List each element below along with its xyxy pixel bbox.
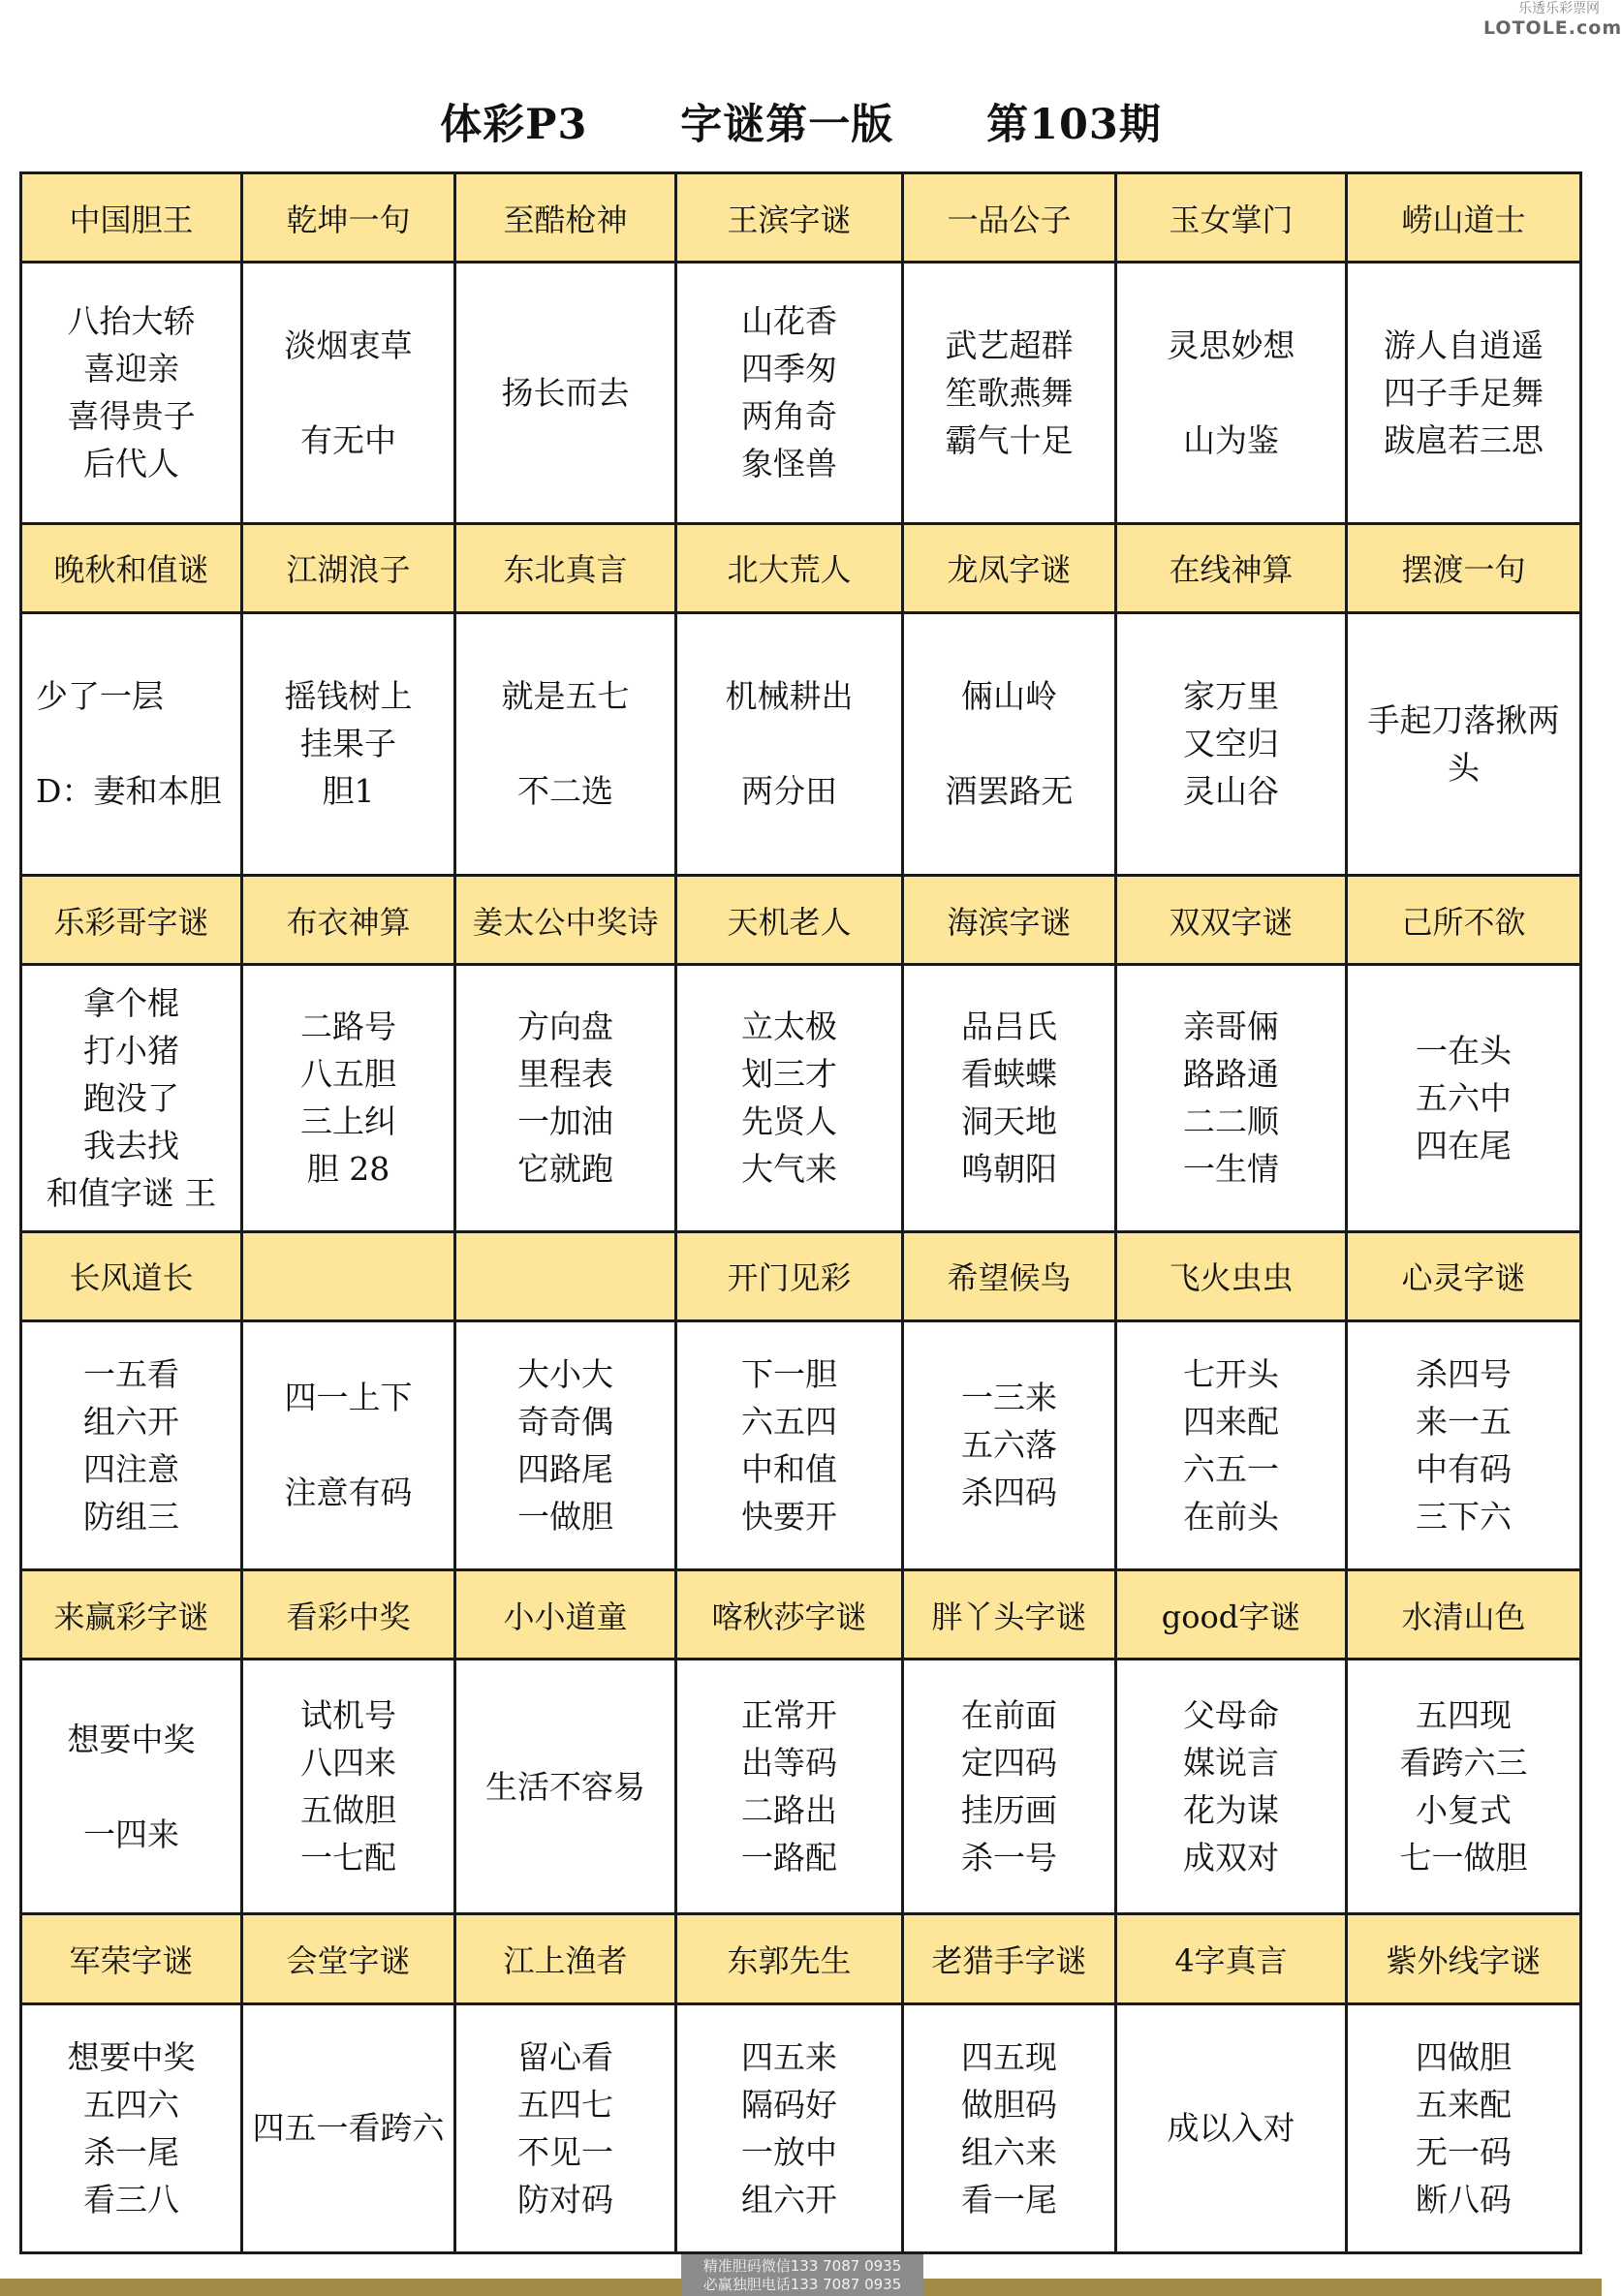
riddle-text: 四五一看跨六: [242, 2003, 455, 2252]
riddle-text: 拿个棍 打小猪 跑没了 我去找 和值字谜 王: [21, 965, 242, 1231]
riddle-text: 品吕氏 看蛱蝶 洞天地 鸣朝阳: [903, 965, 1116, 1231]
riddle-text: 游人自逍遥 四子手足舞 跋扈若三思: [1347, 263, 1581, 523]
author-name: 龙凤字谜: [903, 523, 1116, 612]
author-name: 4字真言: [1116, 1914, 1347, 2003]
author-name: 天机老人: [676, 876, 903, 965]
author-name: 在线神算: [1116, 523, 1347, 612]
author-name: 晚秋和值谜: [21, 523, 242, 612]
riddle-text: 亲哥倆 路路通 二二顺 一生情: [1116, 965, 1347, 1231]
riddle-text: 父母命 媒说言 花为谋 成双对: [1116, 1660, 1347, 1914]
riddle-text: 二路号 八五胆 三上纠 胆 28: [242, 965, 455, 1231]
riddle-text: 一五看 组六开 四注意 防组三: [21, 1320, 242, 1569]
riddle-row: [21, 2003, 1581, 2252]
riddle-text: 武艺超群 笙歌燕舞 霸气十足: [903, 263, 1116, 523]
riddle-text: 成以入对: [1116, 2003, 1347, 2252]
riddle-text: 山花香 四季匆 两角奇 象怪兽: [676, 263, 903, 523]
site-watermark: [1483, 0, 1622, 43]
riddle-row: [21, 263, 1581, 523]
riddle-row: [21, 965, 1581, 1231]
riddle-text: 就是五七 不二选: [455, 612, 676, 875]
author-name: 心灵字谜: [1347, 1231, 1581, 1320]
footer-line-1: 精准胆码微信133 7087 0935: [702, 2257, 902, 2275]
riddle-text: 扬长而去: [455, 263, 676, 523]
author-name: [242, 1231, 455, 1320]
riddle-table: [19, 171, 1582, 2254]
riddle-text: 机械耕出 两分田: [676, 612, 903, 875]
riddle-text: 在前面 定四码 挂历画 杀一号: [903, 1660, 1116, 1914]
header-row: [21, 876, 1581, 965]
riddle-text: 七开头 四来配 六五一 在前头: [1116, 1320, 1347, 1569]
author-name: 来赢彩字谜: [21, 1569, 242, 1659]
riddle-row: [21, 1320, 1581, 1569]
author-name: 己所不欲: [1347, 876, 1581, 965]
author-name: 江湖浪子: [242, 523, 455, 612]
author-name: 东郭先生: [676, 1914, 903, 2003]
riddle-text: 少了一层 D：妻和本胆: [21, 612, 242, 875]
author-name: 海滨字谜: [903, 876, 1116, 965]
author-name: 姜太公中奖诗: [455, 876, 676, 965]
riddle-text: 一三来 五六落 杀四码: [903, 1320, 1116, 1569]
author-name: 摆渡一句: [1347, 523, 1581, 612]
riddle-text: 四做胆 五来配 无一码 断八码: [1347, 2003, 1581, 2252]
author-name: 北大荒人: [676, 523, 903, 612]
author-name: 双双字谜: [1116, 876, 1347, 965]
author-name: 崂山道士: [1347, 173, 1581, 263]
riddle-text: 正常开 出等码 二路出 一路配: [676, 1660, 903, 1914]
author-name: 中国胆王: [21, 173, 242, 263]
author-name: 小小道童: [455, 1569, 676, 1659]
riddle-text: 留心看 五四七 不见一 防对码: [455, 2003, 676, 2252]
riddle-text: 四一上下 注意有码: [242, 1320, 455, 1569]
author-name: 老猎手字谜: [903, 1914, 1116, 2003]
footer-contact: [681, 2254, 923, 2296]
author-name: 王滨字谜: [676, 173, 903, 263]
header-row: [21, 173, 1581, 263]
author-name: 会堂字谜: [242, 1914, 455, 2003]
header-row: [21, 1231, 1581, 1320]
author-name: 紫外线字谜: [1347, 1914, 1581, 2003]
author-name: 开门见彩: [676, 1231, 903, 1320]
author-name: 水清山色: [1347, 1569, 1581, 1659]
riddle-text: 想要中奖 一四来: [21, 1660, 242, 1914]
author-name: 布衣神算: [242, 876, 455, 965]
riddle-text: 八抬大轿 喜迎亲 喜得贵子 后代人: [21, 263, 242, 523]
riddle-text: 灵思妙想 山为鉴: [1116, 263, 1347, 523]
riddle-text: 倆山岭 酒罢路无: [903, 612, 1116, 875]
author-name: 至酷枪神: [455, 173, 676, 263]
author-name: 一品公子: [903, 173, 1116, 263]
riddle-text: 摇钱树上 挂果子 胆1: [242, 612, 455, 875]
riddle-text: 四五现 做胆码 组六来 看一尾: [903, 2003, 1116, 2252]
author-name: 乐彩哥字谜: [21, 876, 242, 965]
author-name: 东北真言: [455, 523, 676, 612]
riddle-text: 下一胆 六五四 中和值 快要开: [676, 1320, 903, 1569]
watermark-cn: 乐透乐彩票网: [1518, 1, 1600, 16]
footer-line-2: 必赢独胆电话133 7087 0935: [702, 2276, 902, 2293]
riddle-text: 生活不容易: [455, 1660, 676, 1914]
riddle-text: 一在头 五六中 四在尾: [1347, 965, 1581, 1231]
riddle-text: 家万里 又空归 灵山谷: [1116, 612, 1347, 875]
header-row: [21, 1914, 1581, 2003]
header-row: [21, 1569, 1581, 1659]
author-name: 喀秋莎字谜: [676, 1569, 903, 1659]
author-name: 乾坤一句: [242, 173, 455, 263]
riddle-text: 试机号 八四来 五做胆 一七配: [242, 1660, 455, 1914]
riddle-text: 淡烟衷草 有无中: [242, 263, 455, 523]
author-name: 看彩中奖: [242, 1569, 455, 1659]
riddle-row: [21, 1660, 1581, 1914]
author-name: 江上渔者: [455, 1914, 676, 2003]
riddle-text: 四五来 隔码好 一放中 组六开: [676, 2003, 903, 2252]
author-name: 胖丫头字谜: [903, 1569, 1116, 1659]
riddle-text: 大小大 奇奇偶 四路尾 一做胆: [455, 1320, 676, 1569]
watermark-en: LOTOLE.com: [1483, 17, 1622, 39]
riddle-text: 立太极 划三才 先贤人 大气来: [676, 965, 903, 1231]
riddle-text: 杀四号 来一五 中有码 三下六: [1347, 1320, 1581, 1569]
author-name: 玉女掌门: [1116, 173, 1347, 263]
author-name: 希望候鸟: [903, 1231, 1116, 1320]
author-name: 飞火虫虫: [1116, 1231, 1347, 1320]
page-title: 体彩P3 字谜第一版 第103期: [440, 101, 1162, 149]
author-name: good字谜: [1116, 1569, 1347, 1659]
riddle-text: 手起刀落揪两 头: [1347, 612, 1581, 875]
riddle-text: 方向盘 里程表 一加油 它就跑: [455, 965, 676, 1231]
riddle-row: [21, 612, 1581, 875]
riddle-text: 五四现 看跨六三 小复式 七一做胆: [1347, 1660, 1581, 1914]
author-name: 长风道长: [21, 1231, 242, 1320]
author-name: 军荣字谜: [21, 1914, 242, 2003]
riddle-text: 想要中奖 五四六 杀一尾 看三八: [21, 2003, 242, 2252]
author-name: [455, 1231, 676, 1320]
header-row: [21, 523, 1581, 612]
